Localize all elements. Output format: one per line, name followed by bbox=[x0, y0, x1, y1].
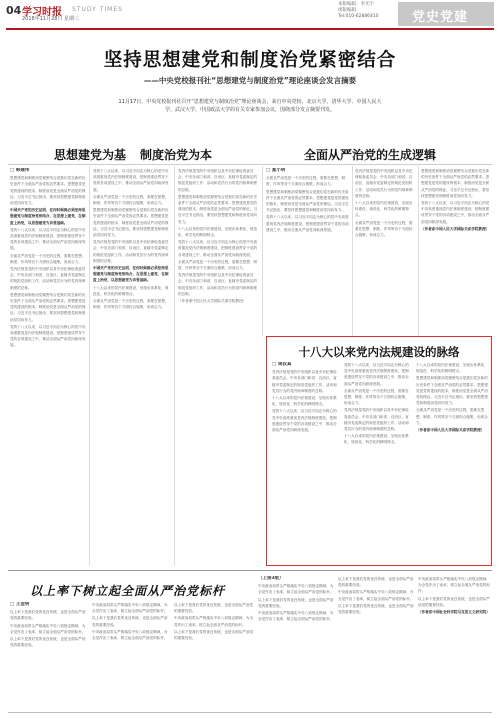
right-article-col-2 bbox=[355, 168, 416, 334]
body-paragraph: 全面从严治党是一个历史的过程，需要在思想、制度、作风等各个方面综合施策，形成合力。 bbox=[344, 388, 409, 406]
body-paragraph: 中央政治局带头严格落实中央八项规定精神，为全党作出了表率，树立起全面从严治党的标杆。 bbox=[338, 590, 414, 601]
body-paragraph: 全面从严治党是一个历史的过程，需要在思想、制度、作风等各个方面综合施策，形成合力。 bbox=[416, 408, 488, 425]
body-paragraph: 全面从严治党是一个历史的过程，需要在思想、制度、作风等各个方面综合施策，形成合力。 bbox=[10, 253, 86, 264]
bottom-article-title: 以上率下树立起全面从严治党标杆 bbox=[30, 584, 226, 598]
body-paragraph: 全面从严治党是一个历史的过程，需要在思想、制度、作风等各个方面综合施策，形成合力。 bbox=[355, 220, 413, 238]
page-title: 坚持思想建党和制度治党紧密结合 bbox=[103, 50, 397, 71]
body-paragraph: 全面从严治党是一个历史的过程，需要在思想、制度、作风等各个方面综合施策，形成合力。 bbox=[266, 176, 346, 187]
body-paragraph: 中央政治局带头严格落实中央八项规定精神，为全党作出了表率，树立起全面从严治党的标杆。 bbox=[10, 623, 86, 634]
body-paragraph: 以上率下是我们党的优良传统，也是全面从严治党的重要经验。 bbox=[258, 597, 334, 608]
right-article-col-1 bbox=[266, 168, 350, 334]
body-paragraph: 全面从严治党是一个历史的过程，需要在思想、制度、作风等各个方面综合施策，形成合力。 bbox=[93, 194, 169, 206]
bottom-article-col-4 bbox=[258, 576, 334, 710]
body-paragraph: 党内法规是党的中央组织以及中央纪律检查委员会、中央各部门和省、自治区、直辖市党委制定的规范党组织工作、活动和党员行为的党内规章制度的总称。 bbox=[272, 370, 337, 393]
body-paragraph: 以上率下是我们党的优良传统，也是全面从严治党的重要经验。 bbox=[10, 610, 86, 621]
left-article-col-2 bbox=[93, 168, 171, 568]
heading-divider bbox=[8, 164, 492, 165]
body-paragraph: 思想建党和制度治党紧密结合是我们党在新的历史条件下全面从严治党的必然要求。思想建党是党的建设的根本，制度治党是全面从严治党的保证。习近平总书记指出，要坚持思想建党和制度治党同向发力。 bbox=[10, 176, 86, 206]
page-subtitle: ——中央党校报刊社“思想建党与制度治党”理论座谈会发言摘要 bbox=[143, 76, 357, 85]
right-heading: 全面从严治党的生成逻辑 bbox=[304, 148, 437, 162]
body-paragraph: 以上率下是我们党的优良传统，也是全面从严治党的重要经验。 bbox=[174, 603, 254, 614]
column-name: 党史党建 bbox=[412, 10, 469, 25]
body-paragraph: 党的十八大以来，以习近平同志为核心的党中央高度重视党内法规制度建设，把制度建设贯穿于党的各项建设之中，推动全面从严治党向纵深发展。 bbox=[10, 324, 86, 348]
body-paragraph: 党的十八大以来，以习近平同志为核心的党中央高度重视党内法规制度建设，把制度建设贯穿于党的各项建设之中，推动全面从严治党向纵深发展。 bbox=[344, 363, 409, 386]
bottom-section-rule bbox=[8, 570, 492, 571]
left-heading-a: 思想建党为基 bbox=[54, 148, 127, 162]
body-paragraph: 中央政治局带头严格落实中央八项规定精神，为全党作出了表率，树立起全面从严治党的标杆。 bbox=[92, 629, 168, 641]
body-paragraph: （作者系中国人民大学国际关系学院教授） bbox=[178, 299, 247, 304]
body-paragraph: 思想建党和制度治党紧密结合是我们党在新的历史条件下全面从严治党的必然要求。思想建党是党的建设的根本，制度治党是全面从严治党的保证。习近平总书记指出，要坚持思想建党和制度治党同向发力。 bbox=[178, 194, 258, 224]
column-rule bbox=[352, 166, 353, 336]
body-paragraph: 以上率下是我们党的优良传统，也是全面从严治党的重要经验。 bbox=[418, 596, 490, 607]
body-paragraph: 以上率下是我们党的优良传统，也是全面从严治党的重要经验。 bbox=[338, 603, 414, 615]
paper-logo: 学习时报 bbox=[22, 7, 62, 18]
body-paragraph: 全面从严治党是一个历史的过程，需要在思想、制度、作风等各个方面综合施策，形成合力。 bbox=[93, 299, 169, 310]
body-paragraph: 中央政治局带头严格落实中央八项规定精神，为全党作出了表率，树立起全面从严治党的标杆。 bbox=[418, 577, 490, 594]
left-article-col-1 bbox=[10, 168, 86, 568]
body-paragraph-bold: 中国共产党的历史证明，任何时候都必须坚持思想建党与制度治党相结合，在思想上建党，在制度上治党，以思想建党为首要基础。 bbox=[10, 208, 86, 225]
author-note: （作者系中国人民大学国际关系学院教授） bbox=[421, 226, 490, 231]
bottom-article-col-5 bbox=[338, 576, 414, 710]
body-paragraph: 党的十八大以来，以习近平同志为核心的党中央高度重视党内法规制度建设，把制度建设贯穿于党的各项建设之中，推动全面从严治党向纵深发展。 bbox=[266, 215, 349, 232]
page-number: 04 bbox=[6, 4, 22, 17]
editor-info bbox=[338, 2, 379, 20]
box-article-author: □ 周叔真 bbox=[272, 362, 292, 367]
column-banner bbox=[398, 2, 494, 26]
body-paragraph-bold: 中国共产党的历史证明，任何时候都必须坚持思想建党与制度治党相结合，在思想上建党，在制度上治党，以思想建党为首要基础。 bbox=[93, 266, 169, 283]
body-paragraph: 中央政治局带头严格落实中央八项规定精神，为全党作出了表率，树立起全面从严治党的标杆。 bbox=[92, 603, 168, 614]
body-paragraph: 党的十八大以来，以习近平同志为核心的党中央高度重视党内法规制度建设，把制度建设贯穿于党的各项建设之中，推动全面从严治党向纵深发展。 bbox=[272, 409, 337, 433]
body-paragraph: 以上率下是我们党的优良传统，也是全面从严治党的重要经验。 bbox=[338, 577, 414, 588]
header-rule bbox=[6, 28, 494, 30]
left-article-author: □ 韩建伟 bbox=[10, 168, 30, 173]
highlight-article-title: 十八大以来党内法规建设的脉络 bbox=[298, 345, 460, 359]
body-paragraph: 十八大以来的党内法规建设，呈现出体系化、规范化、科学化的鲜明特点。 bbox=[344, 434, 409, 445]
body-paragraph: 中央政治局带头严格落实中央八项规定精神，为全党作出了表率，树立起全面从严治党的标杆。 bbox=[258, 584, 334, 595]
right-article-col-3 bbox=[421, 168, 492, 334]
body-paragraph: 思想建党和制度治党紧密结合是我们党在新的历史条件下全面从严治党的必然要求。思想建党是党的建设的根本，制度治党是全面从严治党的保证。习近平总书记指出，要坚持思想建党和制度治党同向发力。 bbox=[10, 292, 86, 322]
body-paragraph: 思想建党和制度治党紧密结合是我们党在新的历史条件下全面从严治党的必然要求。思想建党是党的建设的根本，制度治党是全面从严治党的保证。习近平总书记指出，要坚持思想建党和制度治党同向发力。 bbox=[266, 189, 349, 213]
left-heading-b: 制度治党为本 bbox=[140, 148, 213, 162]
body-paragraph: 党的十八大以来，以习近平同志为核心的党中央高度重视党内法规制度建设，把制度建设贯穿于党的各项建设之中，推动全面从严治党向纵深发展。 bbox=[178, 240, 258, 257]
body-paragraph: 十八大以来的党内法规建设，呈现出体系化、规范化、科学化的鲜明特点。 bbox=[272, 396, 337, 407]
right-article-author: □ 夏小明 bbox=[266, 168, 286, 173]
bottom-article-col-3 bbox=[174, 602, 254, 710]
lead-paragraph: 11月17日，中央党校报刊社召开“思想建党与制度治党”理论座谈会，来自中央党校、北京大学、清华大学、中国人民大学、武汉大学、中国政法大学的有关专家参加会议，围绕部分发言摘要刊发。 bbox=[118, 99, 382, 113]
body-paragraph: 党的十八大以来，以习近平同志为核心的党中央高度重视党内法规制度建设，把制度建设贯穿于党的各项建设之中，推动全面从严治党向纵深发展。 bbox=[10, 227, 86, 251]
body-paragraph: 十八大以来的党内法规建设，呈现出体系化、规范化、科学化的鲜明特点。 bbox=[355, 201, 413, 218]
body-paragraph: 党的十八大以来，以习近平同志为核心的党中央高度重视党内法规制度建设，把制度建设贯穿于党的各项建设之中，推动全面从严治党向纵深发展。 bbox=[421, 201, 490, 224]
editor-line: 本版编辑：李光宇 bbox=[338, 2, 374, 7]
column-rule bbox=[174, 166, 175, 566]
body-paragraph: 以上率下是我们党的优良传统，也是全面从严治党的重要经验。 bbox=[10, 637, 86, 648]
author-note: （作者系中国社会科学院马克思主义研究院） bbox=[418, 610, 490, 615]
body-paragraph: 思想建党和制度治党紧密结合是我们党在新的历史条件下全面从严治党的必然要求。思想建党是党的建设的根本，制度治党是全面从严治党的保证。习近平总书记指出，要坚持思想建党和制度治党同向发力。 bbox=[93, 208, 169, 238]
column-rule bbox=[89, 166, 90, 566]
body-paragraph: 党内法规是党的中央组织以及中央纪律检查委员会、中央各部门和省、自治区、直辖市党委制定的规范党组织工作、活动和党员行为的党内规章制度的总称。 bbox=[10, 267, 86, 290]
column-rule bbox=[262, 166, 263, 336]
body-paragraph: 思想建党和制度治党紧密结合是我们党在新的历史条件下全面从严治党的必然要求。思想建党是党的建设的根本，制度治党是全面从严治党的保证。习近平总书记指出，要坚持思想建党和制度治党同向发力。 bbox=[416, 376, 488, 406]
body-paragraph: 党内法规是党的中央组织以及中央纪律检查委员会、中央各部门和省、自治区、直辖市党委制定的规范党组织工作、活动和党员行为的党内规章制度的总称。 bbox=[344, 408, 409, 432]
body-paragraph: 党内法规是党的中央组织以及中央纪律检查委员会、中央各部门和省、自治区、直辖市党委制定的规范党组织工作、活动和党员行为的党内规章制度的总称。 bbox=[355, 169, 413, 198]
body-paragraph: 十八大以来的党内法规建设，呈现出体系化、规范化、科学化的鲜明特点。 bbox=[93, 285, 169, 296]
box-article-col-2 bbox=[344, 362, 412, 562]
paper-name-en: STUDY TIMES bbox=[72, 6, 123, 13]
body-paragraph: 党的十八大以来，以习近平同志为核心的党中央高度重视党内法规制度建设，把制度建设贯穿于党的各项建设之中，推动全面从严治党向纵深发展。 bbox=[93, 169, 169, 192]
body-paragraph: 全面从严治党是一个历史的过程，需要在思想、制度、作风等各个方面综合施策，形成合力。 bbox=[178, 259, 258, 271]
body-paragraph: 党内法规是党的中央组织以及中央纪律检查委员会、中央各部门和省、自治区、直辖市党委制定的规范党组织工作、活动和党员行为的党内规章制度的总称。 bbox=[178, 273, 258, 296]
bottom-article-author: □ 王金明 bbox=[10, 602, 30, 607]
body-paragraph: 党内法规是党的中央组织以及中央纪律检查委员会、中央各部门和省、自治区、直辖市党委制定的规范党组织工作、活动和党员行为的党内规章制度的总称。 bbox=[93, 240, 169, 263]
left-article-col-3 bbox=[178, 168, 260, 568]
editor2-line: 组版编辑： bbox=[338, 8, 361, 13]
bottom-article-col-6 bbox=[418, 576, 492, 710]
issue-date: 2018年11月28日 星期三 bbox=[22, 16, 80, 22]
body-paragraph: 十八大以来的党内法规建设，呈现出体系化、规范化、科学化的鲜明特点。 bbox=[416, 363, 488, 374]
box-article-col-1 bbox=[272, 362, 340, 562]
continued-label: （上接3版） bbox=[258, 576, 284, 581]
author-note: （作者系中国人民大学国际关系学院教授） bbox=[416, 428, 485, 433]
bottom-article-col-1 bbox=[10, 602, 88, 710]
box-article-col-3 bbox=[416, 362, 488, 562]
tel-line: Tel:010-62886410 bbox=[338, 14, 379, 19]
bottom-article-col-2 bbox=[92, 602, 170, 710]
body-paragraph: 中央政治局带头严格落实中央八项规定精神，为全党作出了表率，树立起全面从严治党的标杆。 bbox=[174, 616, 254, 627]
body-paragraph: 以上率下是我们党的优良传统，也是全面从严治党的重要经验。 bbox=[92, 616, 168, 627]
body-paragraph: 中央政治局带头严格落实中央八项规定精神，为全党作出了表率，树立起全面从严治党的标杆。 bbox=[258, 611, 334, 622]
body-paragraph: 思想建党和制度治党紧密结合是我们党在新的历史条件下全面从严治党的必然要求。思想建党是党的建设的根本，制度治党是全面从严治党的保证。习近平总书记指出，要坚持思想建党和制度治党同向发力。 bbox=[421, 169, 490, 198]
body-paragraph: 十八大以来的党内法规建设，呈现出体系化、规范化、科学化的鲜明特点。 bbox=[178, 226, 258, 238]
body-paragraph: 以上率下是我们党的优良传统，也是全面从严治党的重要经验。 bbox=[174, 629, 254, 641]
column-rule bbox=[418, 166, 419, 336]
footer-rule bbox=[8, 712, 492, 713]
body-paragraph: 党内法规是党的中央组织以及中央纪律检查委员会、中央各部门和省、自治区、直辖市党委制定的规范党组织工作、活动和党员行为的党内规章制度的总称。 bbox=[178, 169, 258, 192]
